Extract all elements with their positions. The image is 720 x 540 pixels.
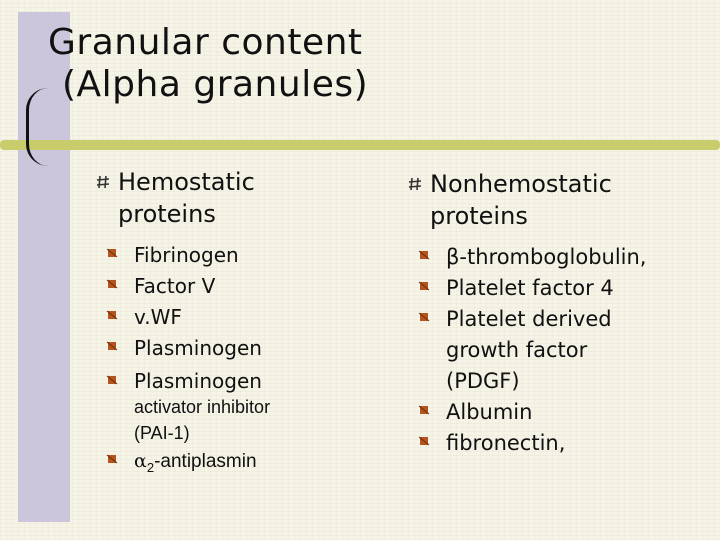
hash-bullet-icon xyxy=(96,175,110,189)
pai-line: (PAI-1) xyxy=(134,423,190,443)
list-item xyxy=(104,446,356,483)
antiplasmin-text: -antiplasmin xyxy=(154,451,257,472)
list-item xyxy=(416,304,708,397)
pai-line: Plasminogen xyxy=(134,369,262,393)
list-item xyxy=(104,240,356,271)
list-item xyxy=(104,333,356,364)
square-bullet-icon xyxy=(418,404,430,416)
square-bullet-icon xyxy=(418,435,430,447)
list-item-text: v.WF xyxy=(134,305,182,329)
nonhemostatic-heading-bullet xyxy=(408,168,708,232)
list-item xyxy=(104,271,356,302)
square-bullet-icon xyxy=(418,249,430,261)
list-item xyxy=(104,364,356,446)
hemostatic-heading xyxy=(118,166,356,230)
title-underline xyxy=(0,140,720,150)
list-item-text: Albumin xyxy=(446,400,533,424)
hash-bullet-icon xyxy=(408,177,422,191)
heading-line: Nonhemostatic xyxy=(430,170,612,198)
list-item-text: fibronectin, xyxy=(446,431,566,455)
pai-line: activator inhibitor xyxy=(134,397,271,417)
nonhemostatic-heading xyxy=(430,168,708,232)
title-line-2: (Alpha granules) xyxy=(62,64,369,105)
square-bullet-icon xyxy=(106,453,118,465)
list-item-text: β-thromboglobulin, xyxy=(446,245,647,269)
list-item xyxy=(416,273,708,304)
square-bullet-icon xyxy=(106,309,118,321)
slide-title xyxy=(48,22,368,106)
nonhemostatic-list xyxy=(416,242,708,459)
hemostatic-heading-bullet xyxy=(96,166,356,230)
alpha-symbol: α xyxy=(134,450,147,472)
pdgf-line: (PDGF) xyxy=(446,369,520,393)
square-bullet-icon xyxy=(418,311,430,323)
list-item-text: Factor V xyxy=(134,274,216,298)
heading-line: Hemostatic xyxy=(118,168,255,196)
hemostatic-column xyxy=(96,166,356,483)
list-item-text: Plasminogen xyxy=(134,336,262,360)
list-item-text: Fibrinogen xyxy=(134,243,239,267)
nonhemostatic-column xyxy=(408,168,708,459)
alpha-subscript: 2 xyxy=(146,459,155,475)
square-bullet-icon xyxy=(106,374,118,386)
pdgf-line: Platelet derived xyxy=(446,307,612,331)
pdgf-line: growth factor xyxy=(446,338,588,362)
square-bullet-icon xyxy=(106,340,118,352)
title-line-1: Granular content xyxy=(48,22,363,63)
square-bullet-icon xyxy=(418,280,430,292)
hemostatic-list xyxy=(104,240,356,483)
heading-line: proteins xyxy=(118,200,216,228)
list-item xyxy=(416,397,708,428)
list-item xyxy=(416,428,708,459)
list-item xyxy=(104,302,356,333)
list-item-text: Platelet factor 4 xyxy=(446,276,614,300)
heading-line: proteins xyxy=(430,202,528,230)
square-bullet-icon xyxy=(106,247,118,259)
square-bullet-icon xyxy=(106,278,118,290)
list-item xyxy=(416,242,708,273)
